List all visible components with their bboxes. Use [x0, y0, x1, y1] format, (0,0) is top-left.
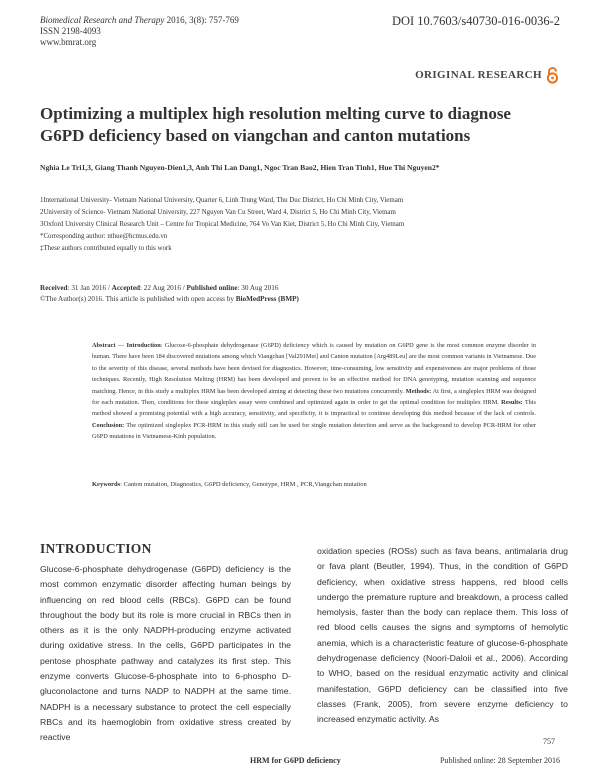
title-line-2: G6PD deficiency based on viangchan and canton mutations: [40, 126, 471, 145]
introduction-heading: INTRODUCTION: [40, 541, 152, 556]
affiliation-1: 1International University- Vietnam National University, Quarter 6, Linh Trung Ward, Thu Duc District, Ho Chi Minh City, Vietnam: [40, 197, 404, 204]
accepted-date: : 22 Aug 2016 /: [140, 284, 187, 292]
article-title: [40, 103, 580, 147]
authors: Nghia Le Tri1,3, Giang Thanh Nguyen-Dien1,3, Anh Thi Lan Dang1, Ngoc Tran Bao2, Hien Tran Tinh1, Hue Thi Nguyen2*: [40, 163, 440, 172]
published-online-footer: Published online: 28 September 2016: [440, 756, 560, 765]
abstract-label: Abstract: [92, 342, 116, 349]
article-dates: [40, 283, 580, 305]
introduction-label: Introduction: [126, 342, 161, 349]
copyright-line: [40, 294, 580, 305]
received-label: Received: [40, 284, 68, 292]
equal-contribution-note: ‡These authors contributed equally to this work: [40, 245, 172, 252]
abstract-intro: : Glucose-6-phosphate dehydrogenase (G6PD) deficiency which is caused by mutation on G6PD gene is the most common enzyme disorder in human. There have been 184 discovered mutations among which Viangchan [Val291Met] and Canton mutation [Arg489Leu] are the most common variants in Vietnamese. Due to the severity of this disease, several methods have been devised for diagnostics. However, time-consuming, low sensitivity and expensiveness are major problems of those techniques. Recently, High Resolution Melting (HRM) has been developed and proven to be an effective method for DNA genotyping, mutation scanning and sequence matching. Hence, in this study a multiplex HRM has been developed aiming at detecting these two mutations concurrently.: [92, 342, 536, 395]
published-label: Published online: [186, 284, 238, 292]
introduction-right-column: oxidation species (ROSs) such as fava beans, antimalaria drug or fava plant (Beutler, 1994). Thus, in the condition of G6PD deficiency, when oxidative stress happens, red blood cells undergo the premature rupture and breakdown, a process called hemolysis, faster than the body can replace them. This loss of red blood cells causes the signs and symptoms of hemolytic anemia, which is a characteristic feature of glucose-6-phosphate dehydrogenase deficiency (Noori-Daloii et al., 2006). According to WHO, based on the residual enzymatic activity and clinical manifestation, G6PD deficiency can be classified into five classes (Frank, 2005), from severe enzyme deficiency to increased enzymatic activity. As: [317, 546, 568, 725]
affiliation-2: 2University of Science- Vietnam National University, 227 Nguyen Van Cu Street, Ward 4, District 5, Ho Chi Minh City, Vietnam: [40, 209, 396, 216]
affiliation-3: 3Oxford University Clinical Research Unit – Centre for Tropical Medicine, 764 Vo Van Kiet, District 5, Ho Chi Minh City, Vietnam: [40, 221, 405, 228]
keywords-label: Keywords: [92, 481, 121, 488]
page-number: 757: [543, 737, 555, 746]
introduction-left-column: Glucose-6-phosphate dehydrogenase (G6PD) deficiency is the most common enzymatic disorder affecting human beings by influencing on red blood cells (RBCs). G6PD can be found throughout the body but its role is more crucial in RBCs then in others as it is the only NADPH-producing enzyme activated during oxidative stress. In the cells, G6PD participates in the pentose phosphate pathway and catalyzes its first step. This enzyme converts Glucose-6-phosphate into to 6-phospho D-gluconolactone and turns NADP to NADPH at the same time. NADPH is a necessary substance to protect the cell especially RBCs and its haemoglobin from oxidative stress created by reactive: [40, 564, 291, 743]
methods-label: Methods:: [405, 387, 432, 395]
results-label: Results:: [501, 399, 523, 407]
journal-citation: 2016, 3(8): 757-769: [164, 15, 239, 25]
website-link[interactable]: www.bmrat.org: [40, 37, 97, 47]
running-title: HRM for G6PD deficiency: [250, 756, 341, 765]
received-date: : 31 Jan 2016 /: [67, 284, 112, 292]
affiliations: [40, 195, 580, 255]
publisher-name: BioMedPress (BMP): [235, 295, 299, 303]
copyright-text: ©The Author(s) 2016. This article is published with open access by: [40, 295, 236, 303]
keywords-text: : Canton mutation, Diagnostics, G6PD deficiency, Genotype, HRM , PCR,Viangchan mutation: [120, 481, 367, 488]
journal-title: Biomedical Research and Therapy: [40, 15, 165, 25]
conclusion-label: Conclusion:: [92, 421, 125, 429]
keywords: [92, 481, 536, 488]
abstract-results: This method showed a promising potential with a high accuracy, sensitivity, and specificity, it is impractical to continue developing this method because of the lack of controls.: [92, 399, 537, 418]
accepted-label: Accepted: [111, 284, 141, 292]
abstract-conclusion: The optimized singleplex PCR-HRM in this study still can be used for single mutation detection and serve as the background to develop PCR-HRM for other G6PD mutations in Vietnamese-Kinh population.: [92, 421, 536, 441]
published-date: : 30 Aug 2016: [237, 284, 279, 292]
doi-link[interactable]: DOI 10.7603/s40730-016-0036-2: [391, 14, 560, 28]
abstract-dash: —: [115, 342, 127, 349]
title-line-1: Optimizing a multiplex high resolution melting curve to diagnose: [40, 104, 511, 123]
issn: ISSN 2198-4093: [40, 26, 101, 36]
abstract-methods: At first, a singleplex HRM was designed for each mutation. Then, conditions for these singleplex assay were combined and optimized again in order to get the optimal condition for multiplex HRM.: [92, 387, 536, 407]
corresponding-author[interactable]: *Corresponding author: nthue@hcmus.edu.vn: [40, 233, 168, 240]
journal-info: [40, 15, 239, 48]
open-access-lock-icon: [545, 66, 560, 84]
date-line: [40, 283, 580, 294]
abstract: [92, 340, 536, 443]
article-type: ORIGINAL RESEARCH: [415, 69, 542, 81]
